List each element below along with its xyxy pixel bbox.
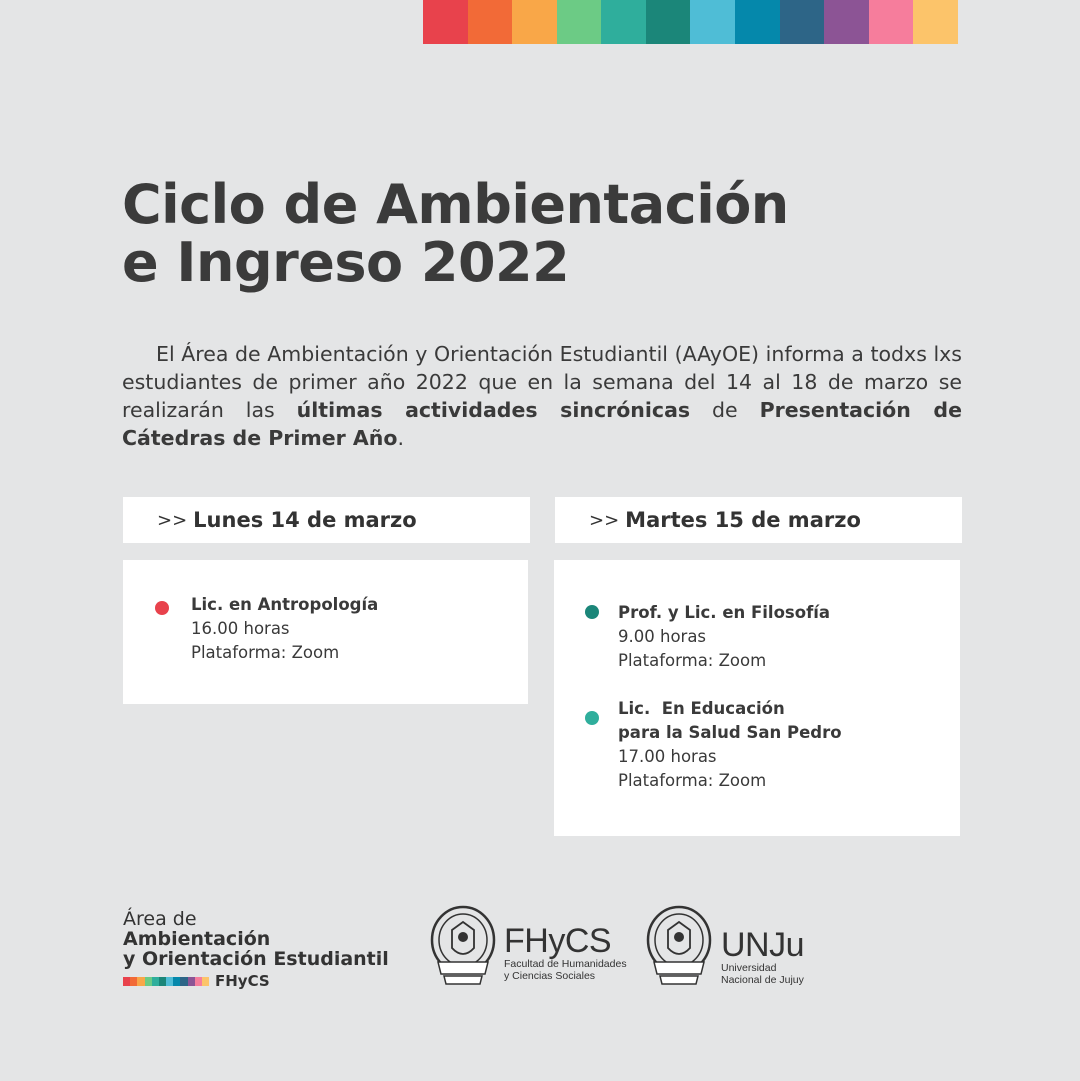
- event-platform: Plataforma: Zoom: [191, 643, 340, 662]
- mini-color-segment: [173, 977, 180, 986]
- mini-color-segment: [195, 977, 202, 986]
- mini-color-segment: [137, 977, 144, 986]
- mini-color-segment: [188, 977, 195, 986]
- color-segment: [646, 0, 691, 44]
- color-segment: [780, 0, 825, 44]
- fhycs-logo-text: [504, 924, 627, 982]
- intro-highlight-1: últimas actividades sincrónicas: [296, 398, 691, 422]
- fhycs-name-line-2: y Ciencias Sociales: [504, 970, 596, 982]
- page-title: [122, 173, 942, 294]
- mini-color-segment: [180, 977, 187, 986]
- aayoe-line-3-bold: Orientación Estudiantil: [142, 948, 389, 970]
- day-label-tuesday: Martes 15 de marzo: [625, 508, 861, 532]
- title-line-2: e Ingreso 2022: [122, 231, 570, 294]
- mini-color-bar: [123, 977, 209, 986]
- mini-color-segment: [130, 977, 137, 986]
- event-antropologia: [191, 593, 378, 665]
- unju-name-line-2: Nacional de Jujuy: [721, 974, 804, 986]
- color-segment: [557, 0, 602, 44]
- mini-color-segment: [166, 977, 173, 986]
- fhycs-name-line-1: Facultad de Humanidades: [504, 958, 627, 970]
- intro-text-1: El Área de Ambientación y Orientación Estudiantil (AAyOE) informa a todxs lxs estudiantes de primer año 2022 que en la semana del 14 al 18 de marzo se realizarán las: [122, 342, 962, 422]
- day-header-monday: [123, 497, 530, 543]
- bullet-dot-icon: [585, 605, 599, 619]
- mini-color-segment: [159, 977, 166, 986]
- color-segment: [601, 0, 646, 44]
- event-name-line-1: Lic. En Educación: [618, 699, 785, 718]
- intro-text-2: de: [690, 398, 760, 422]
- arrows-icon: >>: [157, 509, 188, 531]
- aayoe-faculty: FHyCS: [215, 972, 270, 990]
- arrows-icon: >>: [589, 509, 620, 531]
- event-filosofia: [618, 601, 830, 673]
- event-platform: Plataforma: Zoom: [618, 651, 767, 670]
- event-time: 9.00 horas: [618, 627, 707, 646]
- color-segment: [869, 0, 914, 44]
- intro-text-3: .: [397, 426, 404, 450]
- day-header-tuesday: [555, 497, 962, 543]
- event-educacion-salud: [618, 697, 842, 793]
- intro-paragraph: [122, 340, 962, 452]
- top-color-bar: [423, 0, 958, 44]
- color-segment: [512, 0, 557, 44]
- mini-color-segment: [145, 977, 152, 986]
- day-label-monday: Lunes 14 de marzo: [193, 508, 417, 532]
- bullet-dot-icon: [155, 601, 169, 615]
- mini-color-segment: [152, 977, 159, 986]
- color-segment: [913, 0, 958, 44]
- aayoe-line-2: Ambientación: [123, 928, 271, 950]
- event-name: Prof. y Lic. en Filosofía: [618, 603, 831, 622]
- aayoe-line-1: Área de: [123, 908, 197, 930]
- intro-highlight-2: Presentación de Cátedras de Primer Año: [122, 398, 962, 450]
- mini-color-segment: [123, 977, 130, 986]
- color-segment: [824, 0, 869, 44]
- fhycs-acronym: FHyCS: [504, 922, 612, 960]
- event-name-line-2: para la Salud San Pedro: [618, 723, 842, 742]
- unju-acronym: UNJu: [721, 926, 805, 964]
- unju-seal-icon: [646, 904, 712, 986]
- tuesday-events-card: [554, 560, 960, 836]
- color-segment: [423, 0, 468, 44]
- event-platform: Plataforma: Zoom: [618, 771, 767, 790]
- mini-color-segment: [202, 977, 209, 986]
- event-time: 16.00 horas: [191, 619, 290, 638]
- event-time: 17.00 horas: [618, 747, 717, 766]
- color-segment: [690, 0, 735, 44]
- monday-events-card: [123, 560, 528, 704]
- title-line-1: Ciclo de Ambientación: [122, 173, 789, 236]
- event-name: Lic. en Antropología: [191, 595, 379, 614]
- color-segment: [468, 0, 513, 44]
- fhycs-seal-icon: [430, 904, 496, 986]
- unju-logo-text: [721, 928, 804, 986]
- bullet-dot-icon: [585, 711, 599, 725]
- unju-name-line-1: Universidad: [721, 962, 777, 974]
- aayoe-logo: [123, 909, 413, 990]
- aayoe-line-3: y Orientación Estudiantil: [123, 948, 389, 970]
- color-segment: [735, 0, 780, 44]
